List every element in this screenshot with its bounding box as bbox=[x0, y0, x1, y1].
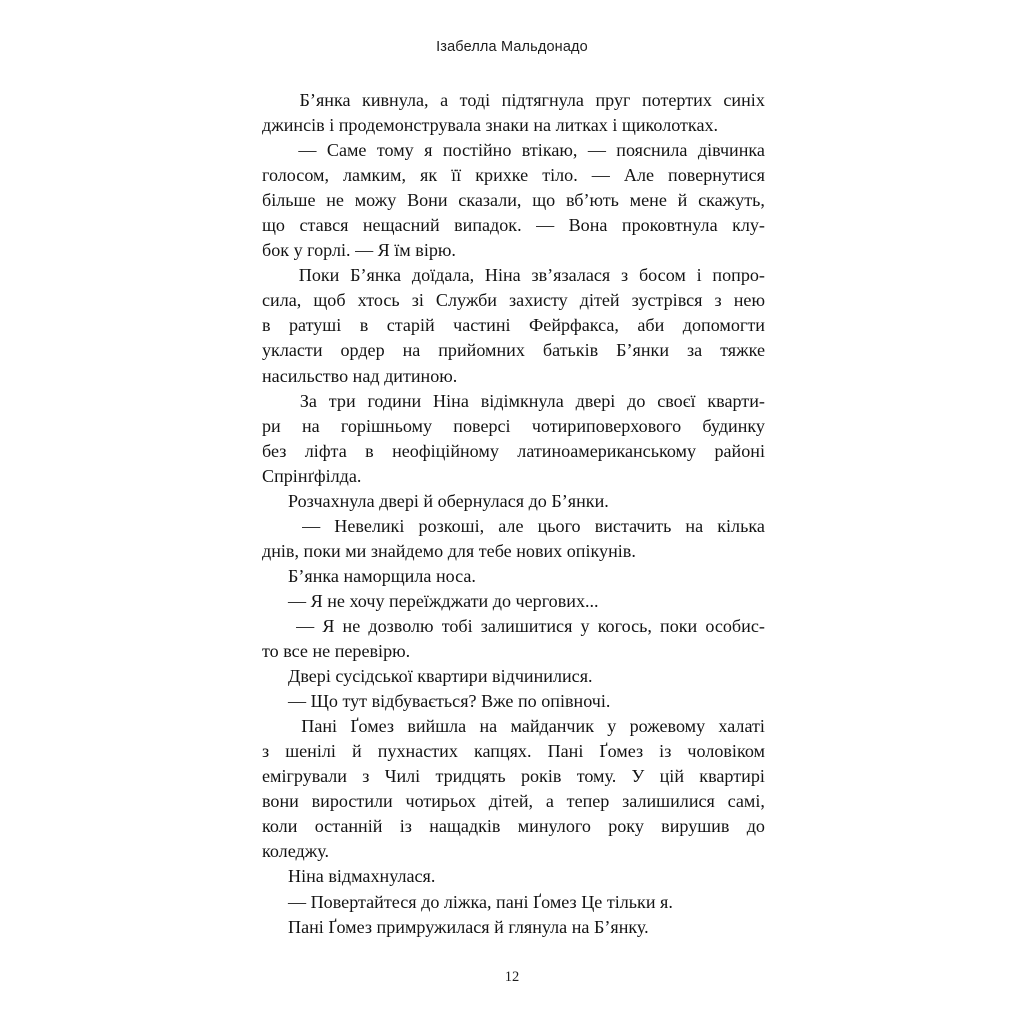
word: рожевому bbox=[629, 716, 706, 737]
word: самі, bbox=[727, 791, 765, 812]
paragraph-indent bbox=[262, 514, 288, 539]
word: своєї bbox=[657, 390, 696, 411]
word: стався bbox=[299, 215, 349, 236]
word: із bbox=[659, 741, 672, 762]
text-line bbox=[262, 313, 765, 338]
word: на bbox=[685, 515, 704, 536]
word: когось, bbox=[597, 615, 652, 636]
word: Невеликі bbox=[334, 515, 405, 536]
word: тепер bbox=[566, 791, 610, 812]
word: цього bbox=[537, 515, 581, 536]
word: тоді bbox=[459, 90, 491, 110]
word: з bbox=[621, 265, 629, 286]
paragraph-indent bbox=[262, 138, 288, 163]
word: проковтнула bbox=[621, 215, 718, 236]
word: більше bbox=[262, 190, 316, 211]
word: особис- bbox=[705, 615, 765, 636]
word: коли bbox=[262, 816, 298, 837]
text-line: коледжу. bbox=[262, 841, 329, 862]
text-line: Розчахнула двері й обернулася до Б’янки. bbox=[288, 490, 609, 511]
word: захисту bbox=[509, 290, 568, 311]
text-line: насильство над дитиною. bbox=[262, 365, 458, 386]
word: кивнула, bbox=[362, 90, 429, 110]
word: тяжке bbox=[720, 340, 765, 361]
word: поки bbox=[660, 615, 698, 636]
word: втікаю, bbox=[521, 140, 578, 161]
word: пруг bbox=[595, 90, 631, 110]
word: У bbox=[631, 766, 645, 787]
word: Б’янка bbox=[299, 90, 351, 110]
word: що bbox=[262, 215, 285, 236]
word: відімкнула bbox=[480, 390, 564, 411]
text-line bbox=[262, 389, 765, 414]
word: емігрували bbox=[262, 766, 347, 787]
word: аби bbox=[637, 315, 665, 336]
word: години bbox=[367, 390, 422, 411]
word: щоб bbox=[313, 290, 346, 311]
word: чотириповерхового bbox=[531, 415, 682, 436]
word: без bbox=[262, 440, 287, 461]
word: а bbox=[545, 791, 554, 812]
text-line: Б’янка наморщила носа. bbox=[288, 565, 476, 586]
word: ламким, bbox=[343, 165, 406, 186]
text-line bbox=[262, 263, 765, 288]
word: кілька bbox=[717, 515, 765, 536]
word: на bbox=[402, 340, 421, 361]
word: повернутися bbox=[668, 165, 765, 186]
word: двері bbox=[575, 390, 616, 411]
word: підтягнула bbox=[501, 90, 584, 110]
word: нещасний bbox=[362, 215, 440, 236]
paragraph-indent bbox=[262, 389, 288, 414]
word: Вона bbox=[568, 215, 608, 236]
word: частині bbox=[453, 315, 511, 336]
word: батьків bbox=[542, 340, 599, 361]
word: пухнастих bbox=[377, 741, 458, 762]
word: неофіційному bbox=[392, 440, 499, 461]
word: Б’янки bbox=[616, 340, 670, 361]
paragraph bbox=[262, 589, 765, 614]
text-line: Спрінґфілда. bbox=[262, 465, 362, 486]
word: шенілі bbox=[285, 741, 336, 762]
word: три bbox=[328, 390, 356, 411]
word: тридцять bbox=[435, 766, 506, 787]
word: дозволю bbox=[368, 615, 434, 636]
word: укласти bbox=[262, 340, 323, 361]
word: я bbox=[424, 140, 433, 161]
word: в bbox=[359, 315, 369, 336]
paragraph bbox=[262, 890, 765, 915]
word: халаті bbox=[718, 716, 765, 737]
body-text-block bbox=[262, 88, 765, 940]
word: що bbox=[532, 190, 556, 211]
paragraph-indent bbox=[262, 88, 288, 113]
paragraph bbox=[262, 864, 765, 889]
text-line bbox=[262, 789, 765, 814]
paragraph bbox=[262, 564, 765, 589]
word: як bbox=[420, 165, 438, 186]
text-line: — Я не хочу переїжджати до чергових... bbox=[288, 590, 599, 611]
word: за bbox=[686, 340, 703, 361]
word: босом bbox=[638, 265, 686, 286]
word: Чилі bbox=[384, 766, 421, 787]
word: але bbox=[498, 515, 524, 536]
word: Фейрфакса, bbox=[529, 315, 619, 336]
word: можу bbox=[354, 190, 397, 211]
word: і bbox=[696, 265, 702, 286]
word: залишитися bbox=[480, 615, 573, 636]
word: Ґомез bbox=[350, 716, 395, 737]
word: а bbox=[440, 90, 449, 110]
word: попро- bbox=[712, 265, 765, 286]
word: вийшла bbox=[407, 716, 467, 737]
word: допомогти bbox=[682, 315, 765, 336]
text-line bbox=[262, 614, 765, 639]
word: крихке bbox=[475, 165, 529, 186]
word: Я bbox=[322, 615, 335, 636]
word: — bbox=[587, 140, 606, 161]
word: виростили bbox=[311, 791, 393, 812]
text-line bbox=[262, 514, 765, 539]
word: дівчинка bbox=[697, 140, 765, 161]
word: чотирьох bbox=[405, 791, 476, 812]
word: розкоші, bbox=[418, 515, 485, 536]
text-line bbox=[262, 414, 765, 439]
word: з bbox=[714, 290, 722, 311]
word: — bbox=[591, 165, 610, 186]
word: ри bbox=[262, 415, 281, 436]
paragraph bbox=[262, 88, 765, 138]
word: до bbox=[746, 816, 765, 837]
word: районі bbox=[714, 440, 765, 461]
text-line bbox=[262, 88, 765, 113]
paragraph bbox=[262, 714, 765, 864]
text-line: то все не перевірю. bbox=[262, 641, 411, 662]
word: сказали, bbox=[458, 190, 522, 211]
paragraph bbox=[262, 689, 765, 714]
word: квартирі bbox=[699, 766, 765, 787]
text-line bbox=[262, 188, 765, 213]
paragraph bbox=[262, 138, 765, 263]
word: нею bbox=[733, 290, 765, 311]
word: доїдала, bbox=[411, 265, 475, 286]
text-line: Пані Ґомез примружилася й глянула на Б’янку. bbox=[288, 916, 649, 937]
text-line bbox=[262, 714, 765, 739]
word: Ніна bbox=[433, 390, 469, 411]
word: дітей bbox=[579, 290, 620, 311]
text-line: Ніна відмахнулася. bbox=[288, 866, 436, 887]
word: років bbox=[520, 766, 562, 787]
word: вб’ють bbox=[565, 190, 619, 211]
word: не bbox=[326, 190, 344, 211]
text-line: — Що тут відбувається? Вже по опівночі. bbox=[288, 691, 611, 712]
word: прийомних bbox=[438, 340, 525, 361]
word: не bbox=[342, 615, 361, 636]
word: року bbox=[608, 816, 644, 837]
text-line bbox=[262, 739, 765, 764]
paragraph bbox=[262, 915, 765, 940]
word: вирушив bbox=[661, 816, 730, 837]
word: з bbox=[362, 766, 370, 787]
word: зі bbox=[411, 290, 424, 311]
paragraph-indent bbox=[262, 614, 288, 639]
word: — bbox=[296, 615, 315, 636]
word: вистачить bbox=[594, 515, 672, 536]
word: хтось bbox=[357, 290, 400, 311]
word: у bbox=[607, 716, 617, 737]
paragraph bbox=[262, 489, 765, 514]
word: Ґомез bbox=[599, 741, 644, 762]
word: латиноамериканському bbox=[517, 440, 697, 461]
word: будинку bbox=[702, 415, 765, 436]
word: й bbox=[677, 190, 688, 211]
word: тіло. bbox=[542, 165, 578, 186]
text-line: Двері сусідської квартири відчинилися. bbox=[288, 666, 593, 687]
word: — bbox=[298, 140, 317, 161]
paragraph bbox=[262, 263, 765, 388]
paragraph bbox=[262, 664, 765, 689]
text-line: — Повертайтеся до ліжка, пані Ґомез Це тільки я. bbox=[288, 891, 673, 912]
paragraph bbox=[262, 614, 765, 664]
word: із bbox=[399, 816, 412, 837]
word: капцях. bbox=[473, 741, 532, 762]
word: — bbox=[302, 515, 321, 536]
word: дітей, bbox=[488, 791, 534, 812]
text-line bbox=[262, 338, 765, 363]
word: зустрівся bbox=[631, 290, 703, 311]
word: залишилися bbox=[622, 791, 715, 812]
text-line bbox=[262, 764, 765, 789]
paragraph-indent bbox=[262, 714, 288, 739]
paragraph-indent bbox=[262, 263, 288, 288]
word: тобі bbox=[441, 615, 473, 636]
page-number: 12 bbox=[504, 969, 520, 985]
word: вони bbox=[262, 791, 299, 812]
word: з bbox=[262, 741, 270, 762]
paragraph bbox=[262, 514, 765, 564]
word: цій bbox=[659, 766, 685, 787]
word: Служби bbox=[435, 290, 497, 311]
word: в bbox=[262, 315, 271, 336]
word: синіх bbox=[723, 90, 765, 110]
word: минулого bbox=[517, 816, 591, 837]
text-line: джинсів і продемонструвала знаки на литках і щиколотках. bbox=[262, 115, 719, 136]
word: Саме bbox=[326, 140, 367, 161]
text-line bbox=[262, 288, 765, 313]
word: Ніна bbox=[484, 265, 521, 286]
word: нащадків bbox=[429, 816, 501, 837]
word: Б’янка bbox=[350, 265, 402, 286]
word: пояснила bbox=[616, 140, 688, 161]
word: тому. bbox=[576, 766, 617, 787]
word: Пані bbox=[301, 716, 338, 737]
word: тому bbox=[376, 140, 414, 161]
word: потертих bbox=[642, 90, 712, 110]
word: Вони bbox=[407, 190, 448, 211]
word: зв’язалася bbox=[531, 265, 611, 286]
word: голосом, bbox=[262, 165, 330, 186]
text-line bbox=[262, 439, 765, 464]
word: горішньому bbox=[340, 415, 433, 436]
word: скажуть, bbox=[698, 190, 765, 211]
text-line bbox=[262, 814, 765, 839]
word: — bbox=[536, 215, 555, 236]
word: ліфта bbox=[304, 440, 347, 461]
word: чоловіком bbox=[687, 741, 765, 762]
word: Пані bbox=[547, 741, 584, 762]
word: її bbox=[451, 165, 462, 186]
word: випадок. bbox=[454, 215, 522, 236]
word: мене bbox=[629, 190, 667, 211]
word: кварти- bbox=[707, 390, 765, 411]
word: постійно bbox=[442, 140, 512, 161]
word: старій bbox=[386, 315, 435, 336]
running-head: Ізабелла Мальдонадо bbox=[436, 39, 588, 55]
paragraph bbox=[262, 389, 765, 489]
word: до bbox=[627, 390, 646, 411]
word: ратуші bbox=[288, 315, 342, 336]
word: клу- bbox=[732, 215, 765, 236]
word: у bbox=[580, 615, 590, 636]
text-line bbox=[262, 163, 765, 188]
word: Але bbox=[623, 165, 655, 186]
word: поверсі bbox=[453, 415, 511, 436]
word: на bbox=[301, 415, 320, 436]
word: сила, bbox=[262, 290, 302, 311]
word: ордер bbox=[340, 340, 385, 361]
word: в bbox=[365, 440, 374, 461]
text-line bbox=[262, 138, 765, 163]
word: й bbox=[351, 741, 362, 762]
word: За bbox=[299, 390, 317, 411]
text-line: бок у горлі. — Я їм вірю. bbox=[262, 240, 456, 261]
word: останній bbox=[314, 816, 383, 837]
word: Поки bbox=[298, 265, 340, 286]
word: майданчик bbox=[510, 716, 595, 737]
word: на bbox=[479, 716, 498, 737]
text-line bbox=[262, 213, 765, 238]
text-line: днів, поки ми знайдемо для тебе нових опікунів. bbox=[262, 540, 636, 561]
